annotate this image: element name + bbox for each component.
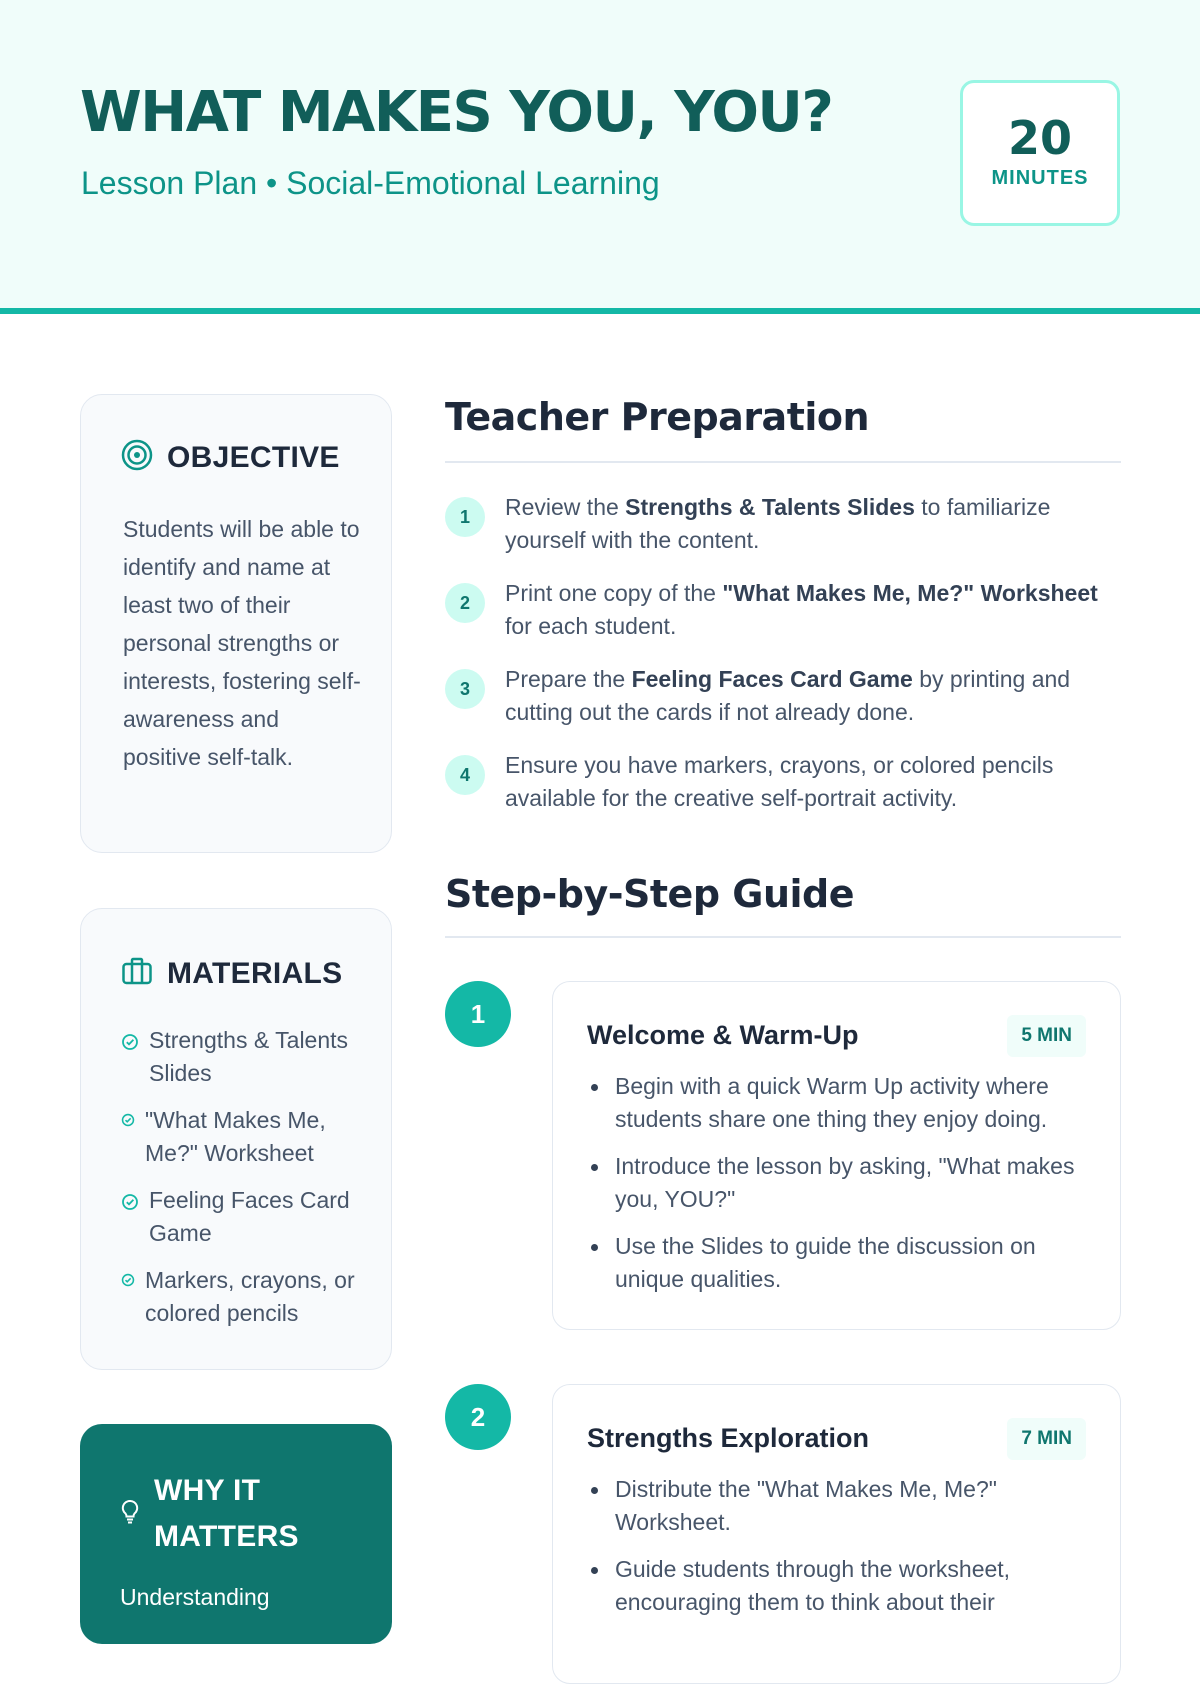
step-duration-badge: 5 MIN — [1007, 1015, 1086, 1057]
objective-header — [121, 439, 340, 476]
material-item — [121, 1104, 371, 1170]
objective-title: OBJECTIVE — [167, 440, 340, 474]
prep-text: Prepare the Feeling Faces Card Game by printing and cutting out the cards if not already done. — [505, 666, 1071, 725]
objective-text: Students will be able to identify and name at least two of their personal strengths or interests, fostering self-awareness and positive self-talk. — [123, 516, 361, 770]
material-item — [121, 1024, 371, 1090]
prep-item — [445, 749, 1125, 815]
material-label: Markers, crayons, or colored pencils — [145, 1267, 355, 1326]
guide-title: Step-by-Step Guide — [445, 872, 854, 916]
prep-number: 4 — [445, 755, 485, 795]
materials-header — [121, 955, 342, 992]
prep-text: Review the Strengths & Talents Slides to familiarize yourself with the content. — [505, 494, 1051, 553]
why-it-matters-card — [80, 1424, 392, 1644]
page-title: WHAT MAKES YOU, YOU? — [80, 80, 833, 145]
step-title: Strengths Exploration — [587, 1423, 870, 1453]
material-item — [121, 1264, 371, 1330]
step-bullet: Introduce the lesson by asking, "What makes you, YOU?" — [615, 1150, 1095, 1216]
prep-text: Print one copy of the "What Makes Me, Me?" Worksheet for each student. — [505, 580, 1098, 639]
step-card — [552, 1384, 1121, 1684]
prep-number: 2 — [445, 583, 485, 623]
briefcase-icon — [121, 955, 153, 992]
section-divider — [445, 461, 1121, 463]
step-bullet: Use the Slides to guide the discussion on unique qualities. — [615, 1230, 1095, 1296]
lesson-header — [0, 0, 1200, 314]
material-label: Feeling Faces Card Game — [149, 1187, 350, 1246]
prep-number: 3 — [445, 669, 485, 709]
material-label: Strengths & Talents Slides — [149, 1027, 349, 1086]
prep-item — [445, 577, 1125, 643]
teacher-prep-list — [445, 491, 1125, 835]
step-bullets — [615, 1070, 1095, 1310]
objective-card — [80, 394, 392, 853]
step-bullet: Guide students through the worksheet, encouraging them to think about their — [615, 1553, 1095, 1619]
section-divider — [445, 936, 1121, 938]
prep-item — [445, 663, 1125, 729]
why-it-matters-title-line1: WHY IT — [154, 1474, 261, 1507]
check-circle-icon — [121, 1113, 135, 1132]
why-it-matters-text: Understanding — [120, 1584, 270, 1610]
check-circle-icon — [121, 1193, 139, 1216]
prep-text: Ensure you have markers, crayons, or colored pencils available for the creative self-portrait activity. — [505, 752, 1054, 811]
materials-title: MATERIALS — [167, 956, 343, 990]
step-card — [552, 981, 1121, 1330]
step-number: 1 — [445, 981, 511, 1047]
target-icon — [121, 439, 153, 476]
materials-card — [80, 908, 392, 1370]
step-bullet: Distribute the "What Makes Me, Me?" Worksheet. — [615, 1473, 1095, 1539]
page-subtitle: Lesson Plan • Social-Emotional Learning — [81, 165, 660, 201]
check-circle-icon — [121, 1273, 135, 1292]
step-number: 2 — [445, 1384, 511, 1450]
why-it-matters-title — [154, 1468, 299, 1560]
prep-item — [445, 491, 1125, 557]
step-bullet: Begin with a quick Warm Up activity where students share one thing they enjoy doing. — [615, 1070, 1095, 1136]
prep-number: 1 — [445, 497, 485, 537]
teacher-prep-title: Teacher Preparation — [445, 395, 870, 439]
duration-badge — [960, 80, 1120, 226]
step-bullets — [615, 1473, 1095, 1633]
materials-list — [121, 1024, 371, 1344]
material-item — [121, 1184, 371, 1250]
duration-value: 20 — [1007, 111, 1072, 165]
step-title: Welcome & Warm-Up — [587, 1020, 859, 1050]
why-it-matters-header — [120, 1468, 299, 1560]
why-it-matters-title-line2: MATTERS — [154, 1520, 299, 1553]
step-duration-badge: 7 MIN — [1007, 1418, 1086, 1460]
check-circle-icon — [121, 1033, 139, 1056]
duration-unit: MINUTES — [991, 167, 1089, 189]
material-label: "What Makes Me, Me?" Worksheet — [145, 1107, 326, 1166]
lightbulb-icon — [120, 1499, 140, 1530]
